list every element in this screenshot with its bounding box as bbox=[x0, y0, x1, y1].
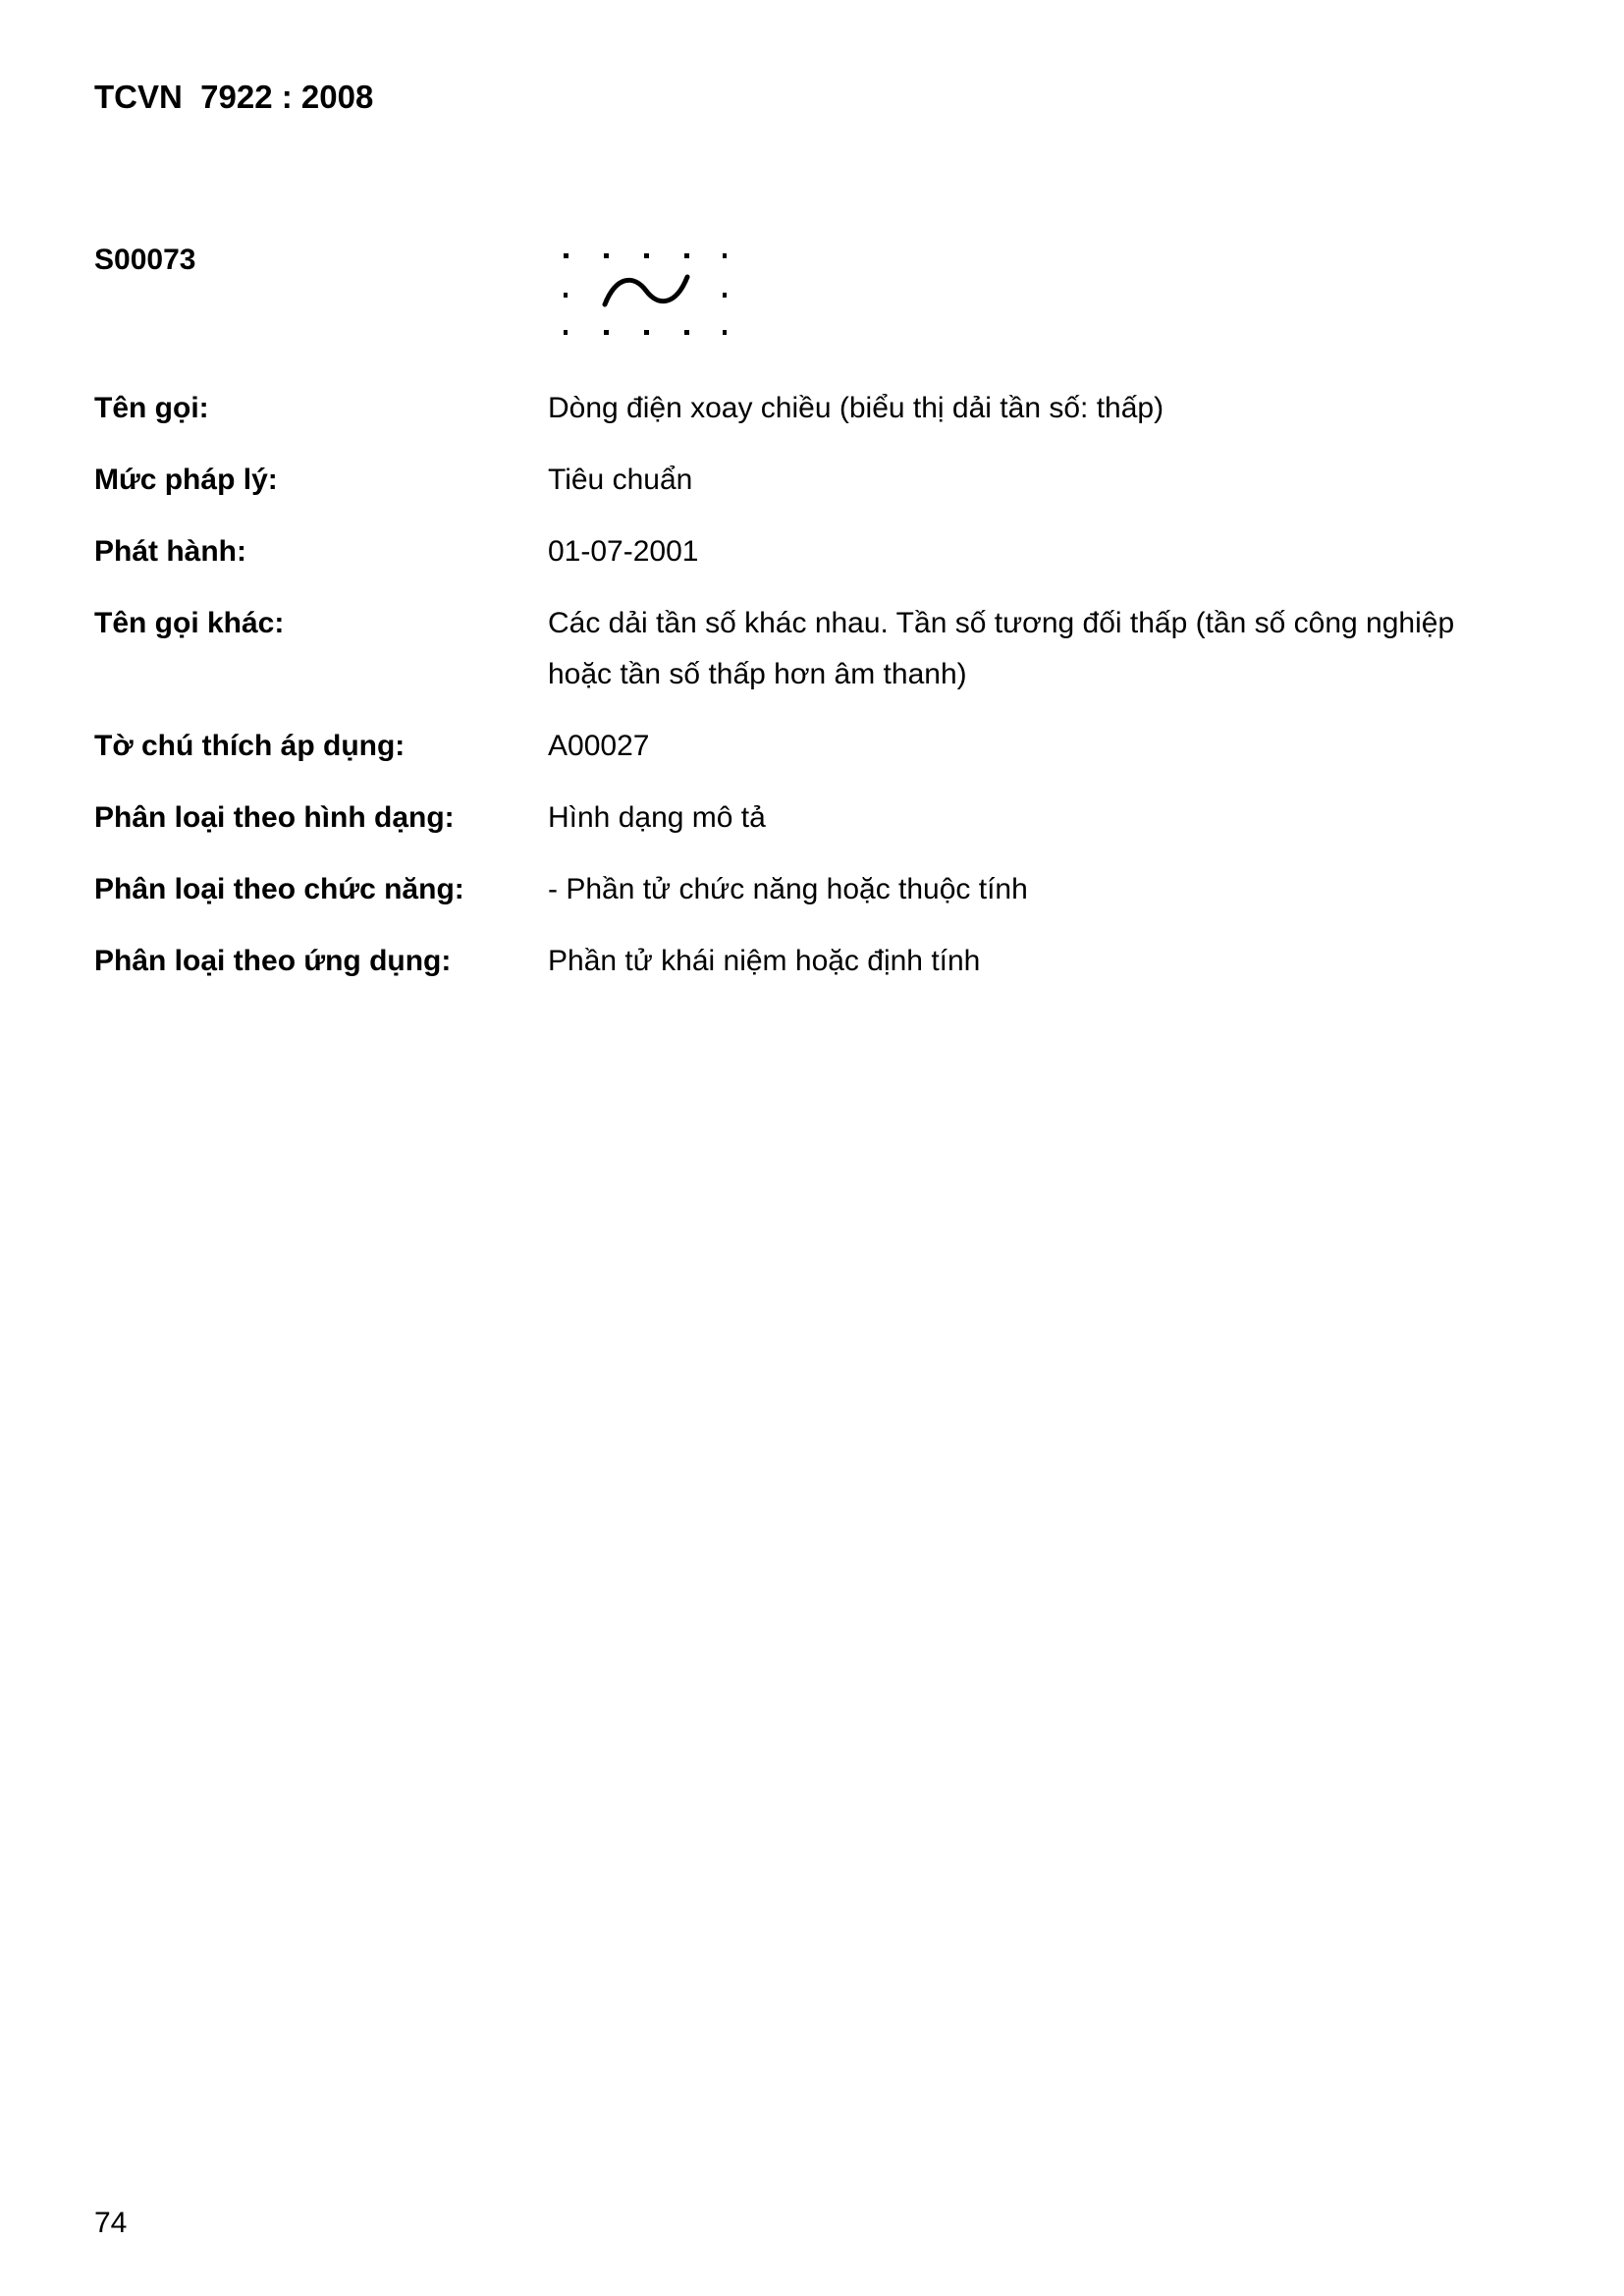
field-value: Tiêu chuẩn bbox=[548, 464, 693, 496]
field-value: Dòng điện xoay chiều (biểu thị dải tần số: thấp) bbox=[548, 392, 1164, 424]
page-number: 74 bbox=[94, 2207, 128, 2239]
field-value: - Phần tử chức năng hoặc thuộc tính bbox=[548, 873, 1028, 905]
symbol-code: S00073 bbox=[94, 244, 196, 276]
field-row-legal-level bbox=[94, 455, 1528, 506]
ac-sine-wave-icon bbox=[558, 246, 734, 344]
field-value: Các dải tần số khác nhau. Tần số tương đối thấp (tần số công nghiệp hoặc tần số thấp hơn âm thanh) bbox=[548, 607, 1455, 690]
field-label: Tờ chú thích áp dụng: bbox=[94, 730, 406, 762]
field-label: Phân loại theo chức năng: bbox=[94, 873, 464, 905]
field-row-application-class bbox=[94, 936, 1528, 987]
field-label: Phát hành: bbox=[94, 535, 246, 568]
document-header-standard: TCVN 7922 : 2008 bbox=[94, 79, 374, 115]
field-label: Tên gọi: bbox=[94, 392, 209, 424]
field-label: Mức pháp lý: bbox=[94, 464, 278, 496]
field-row-issued bbox=[94, 526, 1528, 577]
field-row-annotation-sheet bbox=[94, 721, 1528, 772]
field-row-name bbox=[94, 383, 1528, 434]
field-label: Phân loại theo ứng dụng: bbox=[94, 945, 452, 977]
field-label: Phân loại theo hình dạng: bbox=[94, 801, 455, 834]
symbol-attributes bbox=[94, 383, 1528, 1008]
field-label: Tên gọi khác: bbox=[94, 607, 285, 639]
field-row-shape-class bbox=[94, 793, 1528, 844]
field-value: 01-07-2001 bbox=[548, 535, 699, 568]
field-value: A00027 bbox=[548, 730, 650, 762]
field-row-function-class bbox=[94, 864, 1528, 915]
field-value: Phần tử khái niệm hoặc định tính bbox=[548, 945, 981, 977]
field-value: Hình dạng mô tả bbox=[548, 801, 766, 834]
field-row-other-names bbox=[94, 598, 1528, 700]
